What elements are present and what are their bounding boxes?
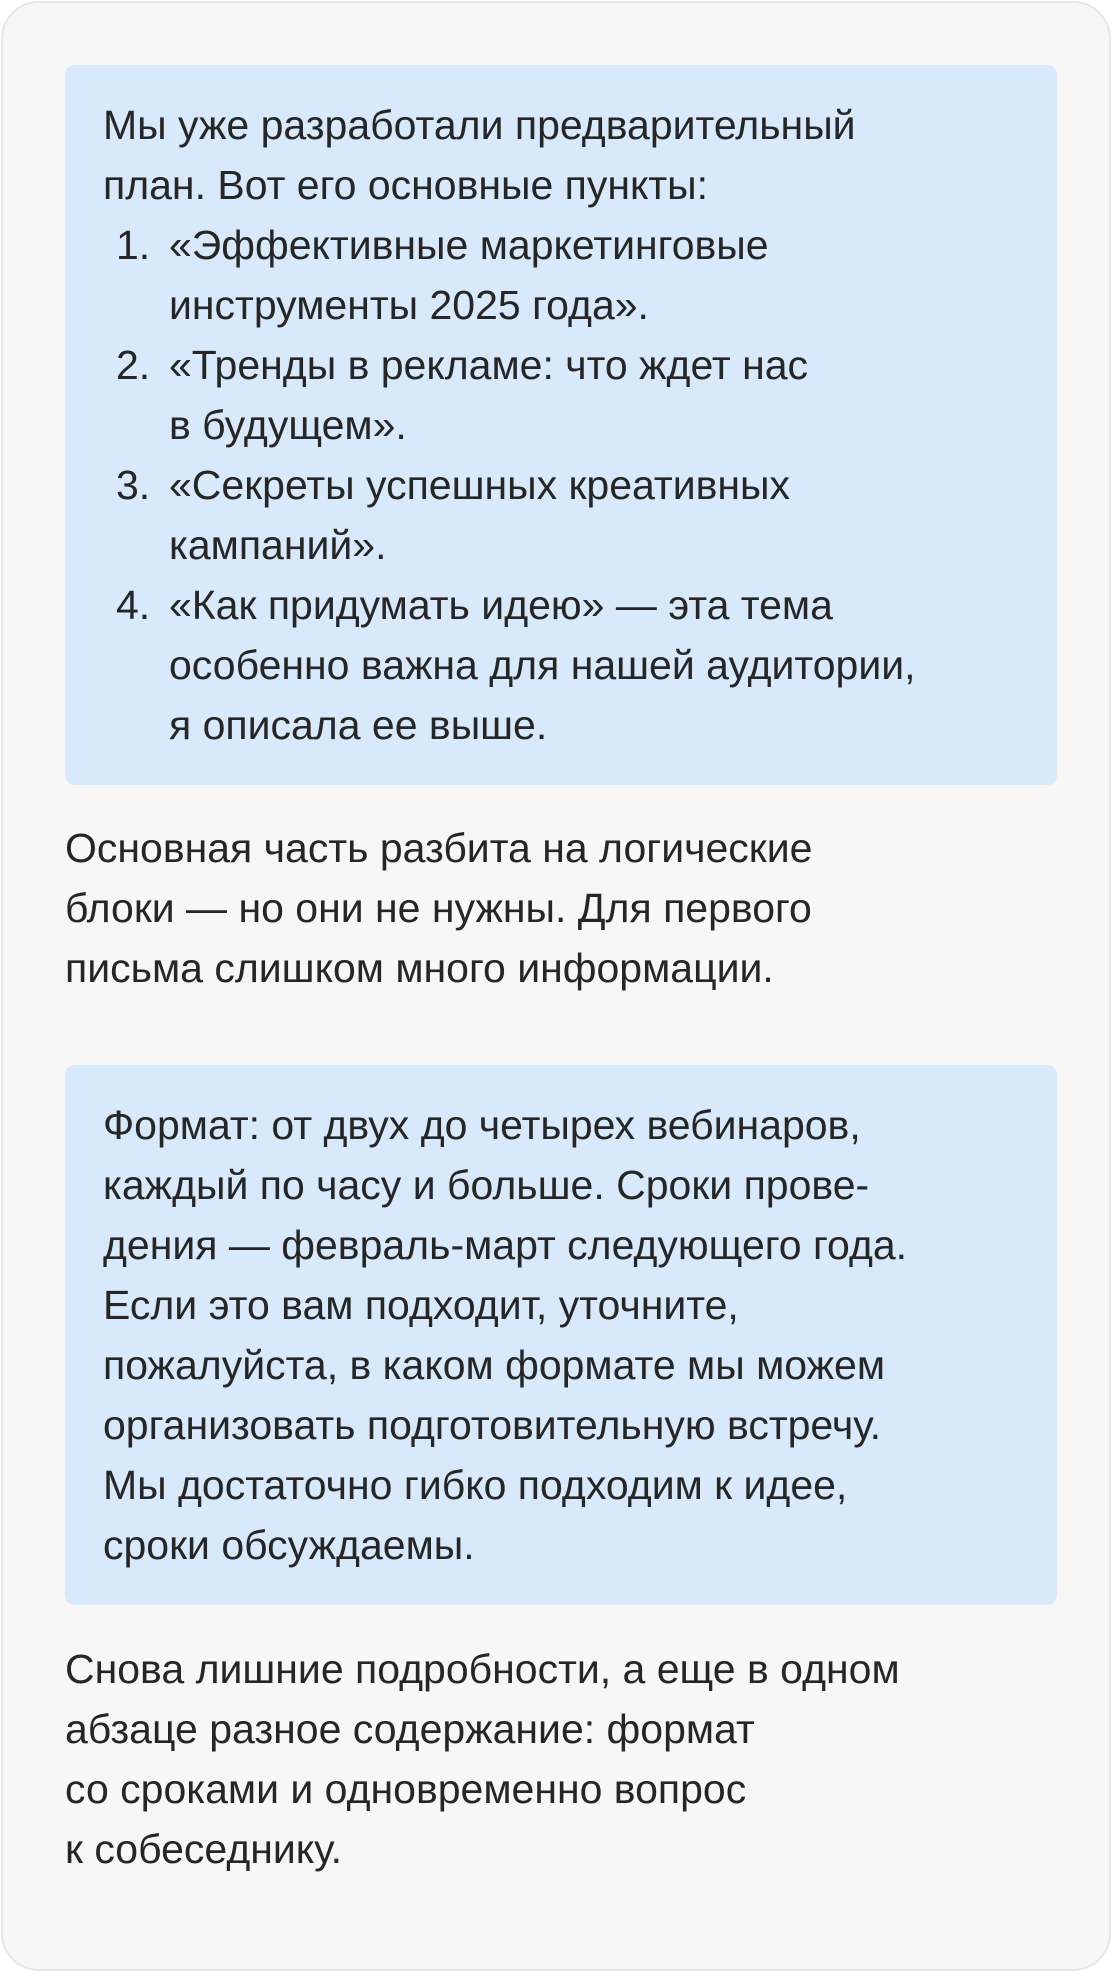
list-item: 4. «Как придумать идею» — эта тема особенно важна для нашей аудитории, я описала ее выше. xyxy=(116,582,916,748)
list-item: 2. «Тренды в рекламе: что ждет нас в будущем». xyxy=(116,342,809,448)
plan-list xyxy=(103,215,1019,755)
quoted-letter-excerpt-format xyxy=(65,1065,1057,1605)
quoted-letter-excerpt-plan xyxy=(65,65,1057,785)
list-item: 3. «Секреты успешных креативных кампаний». xyxy=(116,462,790,568)
format-text: Формат: от двух до четырех вебинаров, каждый по часу и больше. Сроки прове- дения — февраль-март следующего года. Если это вам подходит, уточните, пожалуйста, в каком формате мы можем организовать подготовительную встречу. Мы достаточно гибко подходим к идее, сроки обсуждаемы. xyxy=(103,1102,908,1568)
editor-comment: Основная часть разбита на логические блоки — но они не нужны. Для первого письма слишком много информации. xyxy=(65,825,813,991)
editor-comment: Снова лишние подробности, а еще в одном абзаце разное содержание: формат со сроками и одновременно вопрос к собеседнику. xyxy=(65,1646,900,1872)
plan-intro-text: Мы уже разработали предварительный план. Вот его основные пункты: xyxy=(103,102,856,208)
content-card xyxy=(1,1,1111,1971)
list-item: 1. «Эффективные маркетинговые инструменты 2025 года». xyxy=(116,222,769,328)
